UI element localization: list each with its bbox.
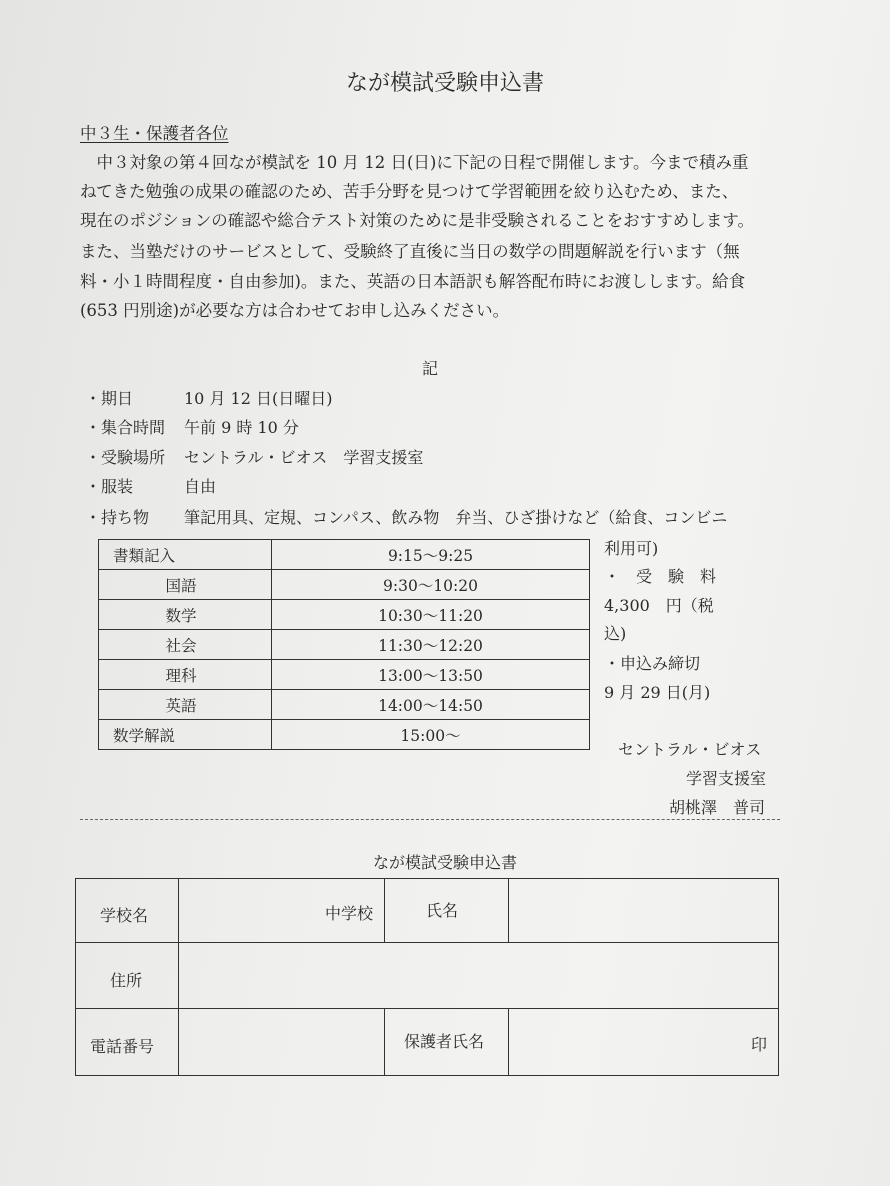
table-row [99, 600, 590, 630]
table-row [99, 690, 590, 720]
table-row [99, 570, 590, 600]
detail-label-meeting-time: ・集合時間 [85, 418, 166, 437]
form-divider [508, 1008, 509, 1075]
detail-value-meeting-time: 午前 9 時 10 分 [184, 418, 299, 437]
name-input[interactable] [512, 883, 774, 938]
signature-org: セントラル・ビオス [618, 740, 762, 759]
fee-value-cont: 込) [604, 624, 627, 643]
phone-input[interactable] [182, 1012, 380, 1070]
detail-value-venue: セントラル・ビオス 学習支援室 [184, 448, 424, 467]
document-title: なが模試受験申込書 [345, 71, 544, 96]
schedule-time: 15:00〜 [272, 720, 590, 750]
body-line: (653 円別途)が必要な方は合わせてお申し込みください。 [80, 301, 510, 320]
phone-label: 電話番号 [90, 1037, 155, 1056]
fee-value: 4,300 円（税 [604, 596, 714, 615]
detail-value-attire: 自由 [184, 477, 217, 496]
schedule-time: 9:15〜9:25 [272, 540, 590, 570]
schedule-subject: 書類記入 [99, 540, 272, 570]
body-line: 料・小１時間程度・自由参加)。また、英語の日本語訳も解答配布時にお渡しします。給食 [80, 272, 746, 291]
schedule-time: 10:30〜11:20 [272, 600, 590, 630]
table-row [99, 630, 590, 660]
deadline-value: 9 月 29 日(月) [604, 683, 711, 702]
section-heading-ki: 記 [421, 359, 438, 378]
fee-label: ・ 受 験 料 [604, 567, 717, 586]
body-line: ねてきた勉強の成果の確認のため、苦手分野を見つけて学習範囲を絞り込むため、また、 [80, 182, 739, 201]
detail-value-belongings: 筆記用具、定規、コンパス、飲み物 弁当、ひざ掛けなど（給食、コンビニ [184, 508, 728, 527]
detail-label-attire: ・服装 [85, 477, 134, 496]
schedule-time: 11:30〜12:20 [272, 630, 590, 660]
form-title: なが模試受験申込書 [372, 853, 517, 872]
school-input[interactable] [188, 901, 373, 924]
schedule-time: 9:30〜10:20 [272, 570, 590, 600]
detail-label-belongings: ・持ち物 [85, 508, 150, 527]
signature-dept: 学習支援室 [686, 769, 767, 788]
table-row [99, 720, 590, 750]
schedule-subject: 数学解説 [99, 720, 272, 750]
detail-label-date: ・期日 [85, 389, 134, 408]
school-suffix: 中学校 [324, 904, 373, 923]
deadline-label: ・申込み締切 [604, 654, 701, 673]
table-row [99, 540, 590, 570]
schedule-table [98, 539, 590, 750]
school-label: 学校名 [100, 906, 149, 925]
name-label: 氏名 [426, 901, 459, 920]
schedule-subject: 数学 [99, 600, 272, 630]
table-row [99, 660, 590, 690]
cut-line [80, 819, 780, 820]
body-line: 中３対象の第４回なが模試を 10 月 12 日(日)に下記の日程で開催します。今まで積み重 [80, 153, 749, 172]
address-input[interactable] [182, 946, 774, 1004]
form-divider [76, 1008, 778, 1009]
form-divider [76, 942, 778, 943]
address-label: 住所 [110, 971, 143, 990]
schedule-subject: 国語 [99, 570, 272, 600]
form-divider [384, 879, 385, 942]
guardian-label: 保護者氏名 [404, 1032, 485, 1051]
schedule-subject: 社会 [99, 630, 272, 660]
form-divider [508, 879, 509, 942]
detail-label-venue: ・受験場所 [85, 448, 166, 467]
schedule-time: 13:00〜13:50 [272, 660, 590, 690]
schedule-subject: 理科 [99, 660, 272, 690]
detail-value-date: 10 月 12 日(日曜日) [184, 389, 333, 408]
schedule-subject: 英語 [99, 690, 272, 720]
form-divider [178, 879, 179, 1075]
schedule-time: 14:00〜14:50 [272, 690, 590, 720]
addressee: 中３生・保護者各位 [80, 124, 229, 143]
body-line: 現在のポジションの確認や総合テスト対策のために是非受験されることをおすすめします。 [80, 211, 754, 230]
signature-name: 胡桃澤 普司 [669, 798, 766, 817]
body-line: また、当塾だけのサービスとして、受験終了直後に当日の数学の問題解説を行います（無 [80, 242, 740, 261]
side-note: 利用可) [604, 539, 659, 558]
guardian-input[interactable] [512, 1012, 774, 1070]
seal-mark: 印 [751, 1035, 768, 1054]
form-divider [384, 1008, 385, 1075]
application-form [75, 878, 779, 1076]
